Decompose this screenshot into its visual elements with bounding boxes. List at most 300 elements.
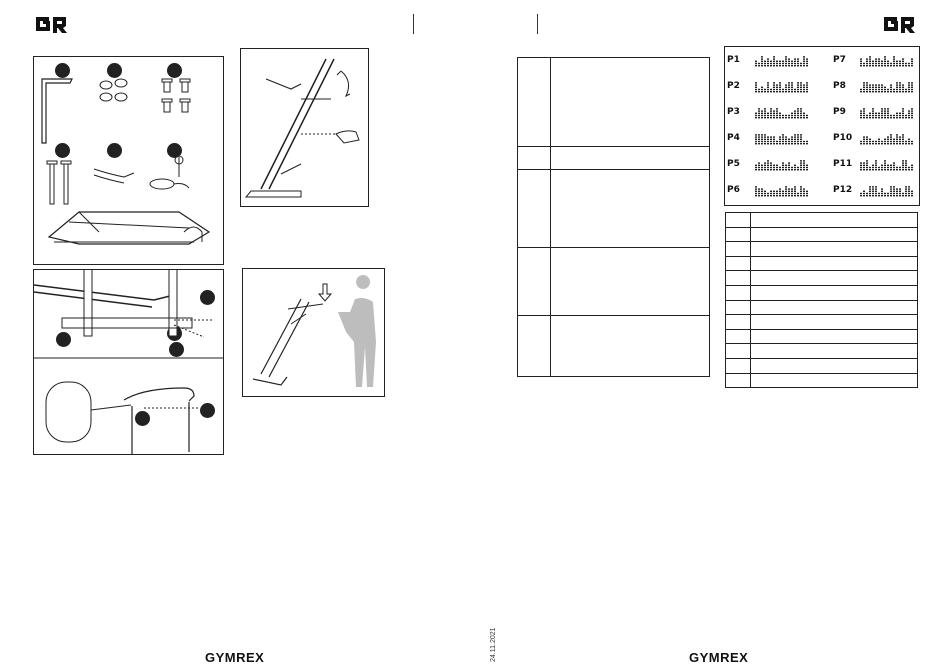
profile-segment [776, 63, 778, 64]
profile-segment [875, 162, 877, 163]
profile-segment [770, 169, 772, 170]
profile-segment [803, 63, 805, 64]
profile-segment [779, 115, 781, 116]
profile-segment [797, 139, 799, 140]
profile-segment [761, 89, 763, 90]
profile-segment [767, 169, 769, 170]
profile-segment [902, 134, 904, 135]
profile-segment [890, 191, 892, 192]
profile-segment [884, 108, 886, 109]
profile-segment [881, 188, 883, 189]
profile-segment [866, 165, 868, 166]
profile-segment [893, 115, 895, 116]
profile-segment [890, 165, 892, 166]
table-cell [518, 316, 551, 377]
profile-segment [788, 87, 790, 88]
profile-segment [902, 61, 904, 62]
profile-segment [887, 91, 889, 92]
profile-segment [755, 61, 757, 62]
profile-segment [785, 188, 787, 189]
profile-segment [806, 61, 808, 62]
profile-segment [764, 61, 766, 62]
profile-segment [896, 191, 898, 192]
profile-segment [866, 65, 868, 66]
profile-segment [785, 139, 787, 140]
profile-segment [890, 141, 892, 142]
profile-segment [908, 115, 910, 116]
table-cell [551, 58, 710, 147]
profile-segment [806, 89, 808, 90]
profile-segment [782, 169, 784, 170]
profile-segment [755, 65, 757, 66]
profile-segment [863, 91, 865, 92]
profile-segment [764, 143, 766, 144]
profile-segment [872, 87, 874, 88]
profile-segment [911, 110, 913, 111]
profile-segment [791, 65, 793, 66]
program-label: P7 [833, 55, 846, 65]
profile-segment [911, 165, 913, 166]
profile-segment [770, 115, 772, 116]
table-cell [726, 358, 751, 373]
profile-segment [797, 167, 799, 168]
profile-segment [785, 186, 787, 187]
profile-segment [785, 193, 787, 194]
parts-key-table [725, 212, 918, 388]
profile-segment [791, 188, 793, 189]
profile-segment [860, 167, 862, 168]
profile-segment [770, 167, 772, 168]
profile-segment [911, 141, 913, 142]
profile-segment [893, 186, 895, 187]
profile-segment [896, 63, 898, 64]
profile-segment [860, 61, 862, 62]
profile-segment [911, 89, 913, 90]
profile-segment [773, 110, 775, 111]
profile-segment [800, 169, 802, 170]
profile-segment [866, 139, 868, 140]
profile-segment [773, 169, 775, 170]
profile-segment [872, 186, 874, 187]
profile-segment [779, 63, 781, 64]
profile-segment [884, 195, 886, 196]
profile-segment [863, 193, 865, 194]
profile-segment [773, 143, 775, 144]
table-row [726, 358, 918, 373]
profile-segment [788, 188, 790, 189]
profile-segment [785, 195, 787, 196]
table-cell [551, 147, 710, 170]
profile-segment [878, 113, 880, 114]
profile-segment [905, 188, 907, 189]
table-cell [551, 170, 710, 248]
profile-segment [893, 89, 895, 90]
profile-segment [806, 58, 808, 59]
profile-segment [782, 134, 784, 135]
profile-segment [911, 61, 913, 62]
profile-segment [872, 61, 874, 62]
profile-segment [899, 65, 901, 66]
profile-segment [767, 91, 769, 92]
profile-segment [761, 136, 763, 137]
profile-segment [890, 134, 892, 135]
profile-segment [887, 143, 889, 144]
profile-segment [905, 89, 907, 90]
profile-segment [875, 143, 877, 144]
profile-segment [791, 91, 793, 92]
profile-segment [761, 91, 763, 92]
profile-segment [779, 141, 781, 142]
table-cell [726, 344, 751, 359]
profile-segment [773, 113, 775, 114]
profile-segment [776, 113, 778, 114]
profile-segment [884, 89, 886, 90]
profile-segment [875, 84, 877, 85]
profile-segment [800, 165, 802, 166]
profile-segment [863, 165, 865, 166]
table-cell [751, 300, 918, 315]
profile-segment [896, 89, 898, 90]
profile-segment [788, 143, 790, 144]
profile-segment [785, 169, 787, 170]
profile-segment [893, 169, 895, 170]
profile-segment [899, 141, 901, 142]
profile-segment [884, 167, 886, 168]
profile-segment [860, 141, 862, 142]
profile-segment [878, 87, 880, 88]
profile-segment [902, 160, 904, 161]
profile-segment [785, 61, 787, 62]
profile-segment [905, 167, 907, 168]
profile-segment [866, 58, 868, 59]
profile-segment [788, 61, 790, 62]
profile-segment [905, 117, 907, 118]
profile-segment [803, 91, 805, 92]
table-cell [751, 329, 918, 344]
profile-segment [776, 87, 778, 88]
profile-segment [893, 188, 895, 189]
profile-segment [878, 117, 880, 118]
profile-segment [869, 61, 871, 62]
profile-segment [890, 139, 892, 140]
profile-segment [911, 113, 913, 114]
profile-segment [908, 91, 910, 92]
profile-segment [878, 58, 880, 59]
profile-segment [872, 108, 874, 109]
profile-segment [800, 113, 802, 114]
profile-segment [890, 115, 892, 116]
profile-segment [782, 117, 784, 118]
profile-segment [755, 134, 757, 135]
profile-segment [884, 165, 886, 166]
profile-segment [908, 84, 910, 85]
profile-segment [770, 143, 772, 144]
profile-segment [806, 193, 808, 194]
profile-segment [770, 141, 772, 142]
profile-segment [758, 65, 760, 66]
profile-segment [878, 143, 880, 144]
profile-segment [779, 117, 781, 118]
profile-segment [881, 108, 883, 109]
profile-segment [908, 139, 910, 140]
profile-segment [803, 195, 805, 196]
profile-segment [794, 141, 796, 142]
profile-segment [884, 113, 886, 114]
profile-segment [866, 162, 868, 163]
profile-segment [860, 113, 862, 114]
profile-segment [761, 65, 763, 66]
profile-segment [896, 117, 898, 118]
profile-segment [755, 87, 757, 88]
profile-segment [794, 91, 796, 92]
profile-segment [908, 65, 910, 66]
profile-segment [767, 58, 769, 59]
profile-segment [902, 162, 904, 163]
profile-segment [800, 87, 802, 88]
profile-segment [905, 65, 907, 66]
table-cell [751, 242, 918, 257]
profile-segment [785, 84, 787, 85]
profile-segment [767, 160, 769, 161]
profile-segment [785, 63, 787, 64]
profile-segment [758, 134, 760, 135]
profile-segment [908, 167, 910, 168]
profile-segment [905, 195, 907, 196]
profile-segment [911, 143, 913, 144]
profile-segment [779, 89, 781, 90]
profile-segment [776, 193, 778, 194]
profile-segment [905, 141, 907, 142]
profile-segment [875, 87, 877, 88]
brand-logo-left [34, 14, 70, 39]
profile-segment [767, 165, 769, 166]
profile-segment [908, 169, 910, 170]
profile-segment [779, 87, 781, 88]
profile-segment [866, 136, 868, 137]
profile-segment [881, 165, 883, 166]
profile-segment [767, 139, 769, 140]
profile-segment [788, 82, 790, 83]
profile-segment [905, 162, 907, 163]
program-label: P8 [833, 81, 846, 91]
profile-segment [800, 65, 802, 66]
profile-segment [779, 91, 781, 92]
profile-segment [785, 191, 787, 192]
profile-segment [755, 195, 757, 196]
profile-segment [800, 167, 802, 168]
profile-segment [905, 193, 907, 194]
profile-segment [863, 117, 865, 118]
error-code-table [517, 57, 710, 377]
profile-segment [797, 65, 799, 66]
profile-segment [896, 188, 898, 189]
profile-segment [899, 169, 901, 170]
profile-segment [806, 115, 808, 116]
profile-segment [803, 56, 805, 57]
profile-segment [860, 143, 862, 144]
profile-segment [761, 188, 763, 189]
profile-segment [902, 141, 904, 142]
profile-segment [764, 169, 766, 170]
profile-segment [878, 195, 880, 196]
profile-segment [797, 115, 799, 116]
profile-segment [797, 195, 799, 196]
profile-segment [866, 143, 868, 144]
profile-segment [899, 167, 901, 168]
profile-segment [773, 115, 775, 116]
profile-segment [797, 63, 799, 64]
profile-segment [899, 115, 901, 116]
profile-segment [800, 82, 802, 83]
profile-segment [797, 136, 799, 137]
profile-segment [776, 110, 778, 111]
profile-segment [779, 191, 781, 192]
profile-segment [869, 193, 871, 194]
profile-segment [866, 84, 868, 85]
profile-segment [806, 87, 808, 88]
profile-segment [803, 141, 805, 142]
profile-segment [878, 169, 880, 170]
profile-segment [776, 143, 778, 144]
profile-segment [872, 110, 874, 111]
profile-segment [782, 63, 784, 64]
profile-segment [863, 191, 865, 192]
profile-segment [869, 58, 871, 59]
profile-segment [767, 89, 769, 90]
profile-segment [776, 165, 778, 166]
profile-segment [800, 160, 802, 161]
profile-segment [764, 110, 766, 111]
profile-segment [755, 82, 757, 83]
profile-segment [875, 191, 877, 192]
profile-segment [782, 139, 784, 140]
profile-segment [890, 169, 892, 170]
profile-segment [758, 188, 760, 189]
profile-segment [785, 87, 787, 88]
profile-segment [773, 167, 775, 168]
profile-segment [872, 84, 874, 85]
profile-segment [860, 65, 862, 66]
profile-segment [878, 91, 880, 92]
profile-segment [800, 186, 802, 187]
profile-segment [773, 58, 775, 59]
profile-segment [767, 113, 769, 114]
profile-segment [875, 193, 877, 194]
profile-segment [803, 65, 805, 66]
profile-segment [761, 110, 763, 111]
profile-segment [863, 113, 865, 114]
profile-segment [773, 191, 775, 192]
profile-segment [803, 84, 805, 85]
profile-segment [869, 195, 871, 196]
profile-segment [902, 110, 904, 111]
profile-segment [869, 89, 871, 90]
profile-segment [761, 165, 763, 166]
profile-segment [767, 141, 769, 142]
profile-segment [890, 117, 892, 118]
profile-segment [764, 89, 766, 90]
profile-segment [905, 115, 907, 116]
profile-segment [911, 63, 913, 64]
profile-segment [797, 58, 799, 59]
profile-segment [797, 134, 799, 135]
profile-segment [908, 141, 910, 142]
profile-segment [893, 143, 895, 144]
profile-segment [911, 65, 913, 66]
profile-segment [800, 162, 802, 163]
profile-segment [782, 115, 784, 116]
profile-segment [776, 115, 778, 116]
profile-segment [899, 82, 901, 83]
profile-segment [803, 115, 805, 116]
treadmill-folding-illustration [241, 49, 368, 206]
profile-segment [908, 195, 910, 196]
program-label: P11 [833, 159, 853, 169]
profile-segment [773, 63, 775, 64]
profile-segment [782, 65, 784, 66]
profile-segment [764, 91, 766, 92]
profile-segment [800, 108, 802, 109]
profile-segment [761, 115, 763, 116]
profile-segment [806, 167, 808, 168]
profile-segment [800, 115, 802, 116]
profile-segment [890, 195, 892, 196]
profile-segment [758, 108, 760, 109]
profile-segment [776, 169, 778, 170]
profile-segment [785, 56, 787, 57]
table-cell [751, 373, 918, 388]
profile-segment [791, 191, 793, 192]
person-folding-treadmill-illustration [243, 269, 384, 396]
profile-segment [902, 91, 904, 92]
profile-segment [908, 89, 910, 90]
table-cell [518, 147, 551, 170]
profile-segment [866, 63, 868, 64]
profile-segment [905, 160, 907, 161]
profile-segment [869, 167, 871, 168]
profile-segment [803, 87, 805, 88]
table-row [726, 227, 918, 242]
profile-segment [758, 143, 760, 144]
profile-segment [767, 136, 769, 137]
profile-segment [773, 117, 775, 118]
profile-segment [878, 167, 880, 168]
profile-segment [797, 141, 799, 142]
profile-segment [908, 188, 910, 189]
profile-segment [758, 117, 760, 118]
profile-segment [788, 191, 790, 192]
profile-segment [911, 87, 913, 88]
profile-segment [800, 134, 802, 135]
table-row [726, 373, 918, 388]
profile-segment [899, 188, 901, 189]
profile-segment [806, 65, 808, 66]
profile-segment [881, 195, 883, 196]
gr-logo-icon [882, 14, 918, 34]
profile-segment [758, 136, 760, 137]
profile-segment [887, 65, 889, 66]
profile-segment [770, 65, 772, 66]
profile-segment [872, 91, 874, 92]
profile-segment [869, 188, 871, 189]
profile-segment [866, 115, 868, 116]
profile-segment [794, 65, 796, 66]
profile-segment [872, 188, 874, 189]
profile-segment [791, 117, 793, 118]
profile-segment [797, 117, 799, 118]
profile-segment [761, 191, 763, 192]
profile-segment [794, 167, 796, 168]
